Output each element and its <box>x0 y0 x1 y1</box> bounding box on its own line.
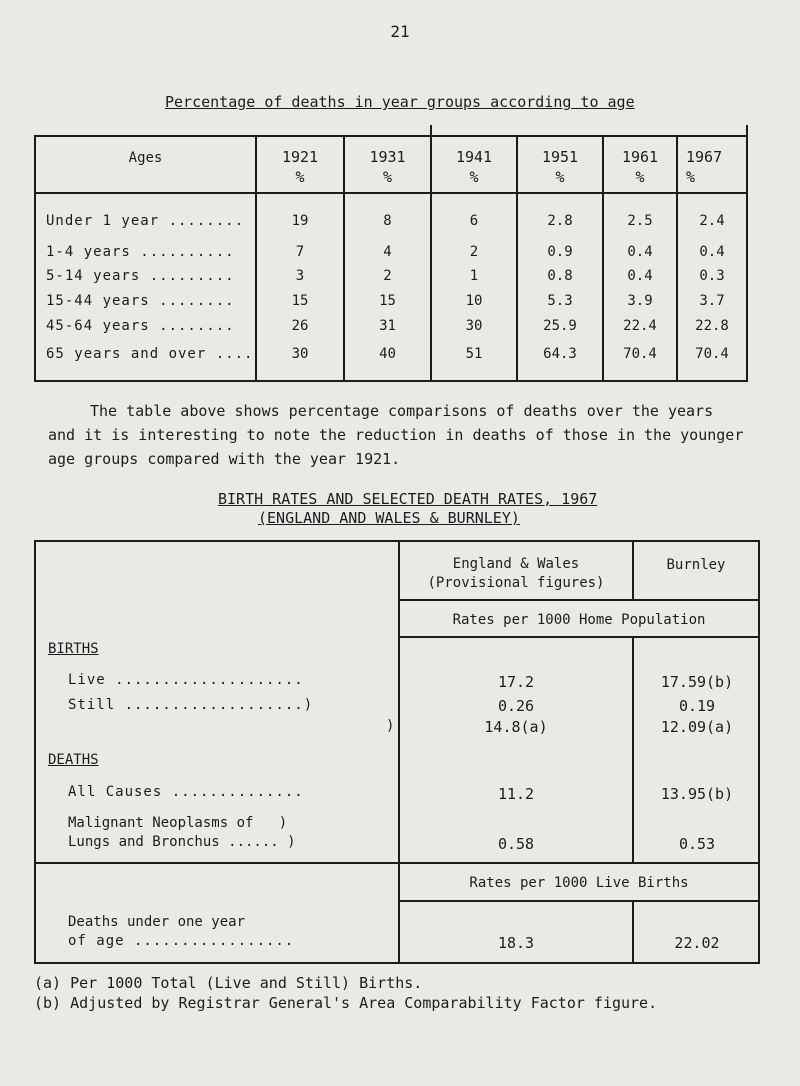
table-cell: 15 <box>291 293 309 309</box>
table-cell: 31 <box>379 318 396 334</box>
table-cell: 22.8 <box>695 318 729 334</box>
table-cell: 2 <box>383 268 392 284</box>
percent-sign: % <box>635 168 645 186</box>
still-burnley: 0.19 <box>678 697 716 715</box>
row-label-malignant: Malignant Neoplasms of ) <box>68 815 288 831</box>
table-cell: 2.5 <box>627 213 653 229</box>
footnote-b: (b) Adjusted by Registrar General's Area Comparability Factor figure. <box>34 994 658 1012</box>
infant-burnley: 22.02 <box>674 934 720 952</box>
row-label: 5-14 years ......... <box>46 268 235 284</box>
table-cell: 2.8 <box>547 213 573 229</box>
table-cell: 70.4 <box>623 346 657 362</box>
row-label-still: Still ...................) <box>68 697 314 713</box>
table-cell: 40 <box>379 346 396 362</box>
col-header-1961: 1961 <box>621 148 659 166</box>
percent-sign: % <box>555 168 565 186</box>
row-label: Under 1 year ........ <box>46 213 245 229</box>
table-cell: 7 <box>295 244 305 260</box>
row-label: 45-64 years ........ <box>46 318 235 334</box>
row-label-all-causes: All Causes .............. <box>68 784 304 800</box>
table-cell: 8 <box>383 213 392 229</box>
table-cell: 2 <box>469 244 479 260</box>
still-bracket: ) <box>386 718 395 734</box>
table-cell: 30 <box>291 346 309 362</box>
all-causes-burnley: 13.95(b) <box>660 785 734 803</box>
percent-sign: % <box>469 168 479 186</box>
malignant-ew: 0.58 <box>497 835 535 853</box>
table-cell: 0.3 <box>699 268 725 284</box>
table-cell: 1 <box>469 268 479 284</box>
row-label-live: Live .................... <box>68 672 304 688</box>
percent-sign: % <box>382 168 393 186</box>
table-cell: 3.7 <box>699 293 725 309</box>
table-cell: 4 <box>383 244 392 260</box>
table2-title: BIRTH RATES AND SELECTED DEATH RATES, 1967 <box>218 490 598 508</box>
col-header-1967: 1967 <box>686 148 723 166</box>
col-header-provisional: (Provisional figures) <box>427 575 605 591</box>
col-header-1931: 1931 <box>369 148 406 166</box>
row-label: 15-44 years ........ <box>46 293 235 309</box>
paragraph-line: The table above shows percentage comparisons of deaths over the years <box>90 402 714 420</box>
table-cell: 0.4 <box>627 244 653 260</box>
col-header-burnley: Burnley <box>666 557 726 573</box>
percent-sign: % <box>295 168 305 186</box>
table-cell: 30 <box>465 318 483 334</box>
table-cell: 22.4 <box>623 318 657 334</box>
table-cell: 0.9 <box>547 244 573 260</box>
table-cell: 3.9 <box>627 293 653 309</box>
col-header-england-wales: England & Wales <box>452 556 580 572</box>
live-burnley: 17.59(b) <box>660 673 734 691</box>
table-cell: 0.4 <box>699 244 725 260</box>
table-cell: 6 <box>469 213 479 229</box>
footnote-a: (a) Per 1000 Total (Live and Still) Births. <box>34 974 423 992</box>
table-cell: 70.4 <box>695 346 729 362</box>
table2-subtitle: (ENGLAND AND WALES & BURNLEY) <box>258 509 520 527</box>
table-cell: 15 <box>379 293 396 309</box>
table1-title: Percentage of deaths in year groups according to age <box>165 93 635 111</box>
live-ew: 17.2 <box>497 673 535 691</box>
table-cell: 3 <box>295 268 305 284</box>
table-cell: 0.4 <box>627 268 653 284</box>
table-cell: 64.3 <box>543 346 577 362</box>
births-heading: BIRTHS <box>48 641 99 657</box>
infant-ew: 18.3 <box>497 934 535 952</box>
col-header-1951: 1951 <box>541 148 579 166</box>
still-ew-total: 14.8(a) <box>484 718 548 736</box>
table-cell: 19 <box>291 213 309 229</box>
still-ew: 0.26 <box>497 697 535 715</box>
deaths-heading: DEATHS <box>48 752 99 768</box>
row-label-lungs-bronchus: Lungs and Bronchus ...... ) <box>68 834 296 850</box>
all-causes-ew: 11.2 <box>497 785 535 803</box>
still-burnley-total: 12.09(a) <box>660 718 734 736</box>
table-cell: 5.3 <box>547 293 573 309</box>
col-header-1941: 1941 <box>455 148 493 166</box>
col-header-1921: 1921 <box>281 148 319 166</box>
table-cell: 26 <box>291 318 309 334</box>
row-label: 65 years and over .... <box>46 346 254 362</box>
page-number: 21 <box>390 22 410 41</box>
table-cell: 51 <box>465 346 483 362</box>
row-label: 1-4 years .......... <box>46 244 235 260</box>
table-cell: 0.8 <box>547 268 573 284</box>
col-header-ages: Ages <box>128 150 163 166</box>
malignant-burnley: 0.53 <box>678 835 716 853</box>
percent-sign: % <box>686 168 696 186</box>
row-label-infant-age: of age ................. <box>68 933 295 949</box>
table-cell: 2.4 <box>699 213 725 229</box>
table-cell: 10 <box>465 293 483 309</box>
row-label-infant-deaths: Deaths under one year <box>68 914 246 930</box>
paragraph-line: age groups compared with the year 1921. <box>48 450 401 468</box>
rates-home-population: Rates per 1000 Home Population <box>452 612 706 628</box>
table-cell: 25.9 <box>543 318 577 334</box>
paragraph-line: and it is interesting to note the reduction in deaths of those in the younger <box>48 426 744 444</box>
rates-live-births: Rates per 1000 Live Births <box>469 875 689 891</box>
